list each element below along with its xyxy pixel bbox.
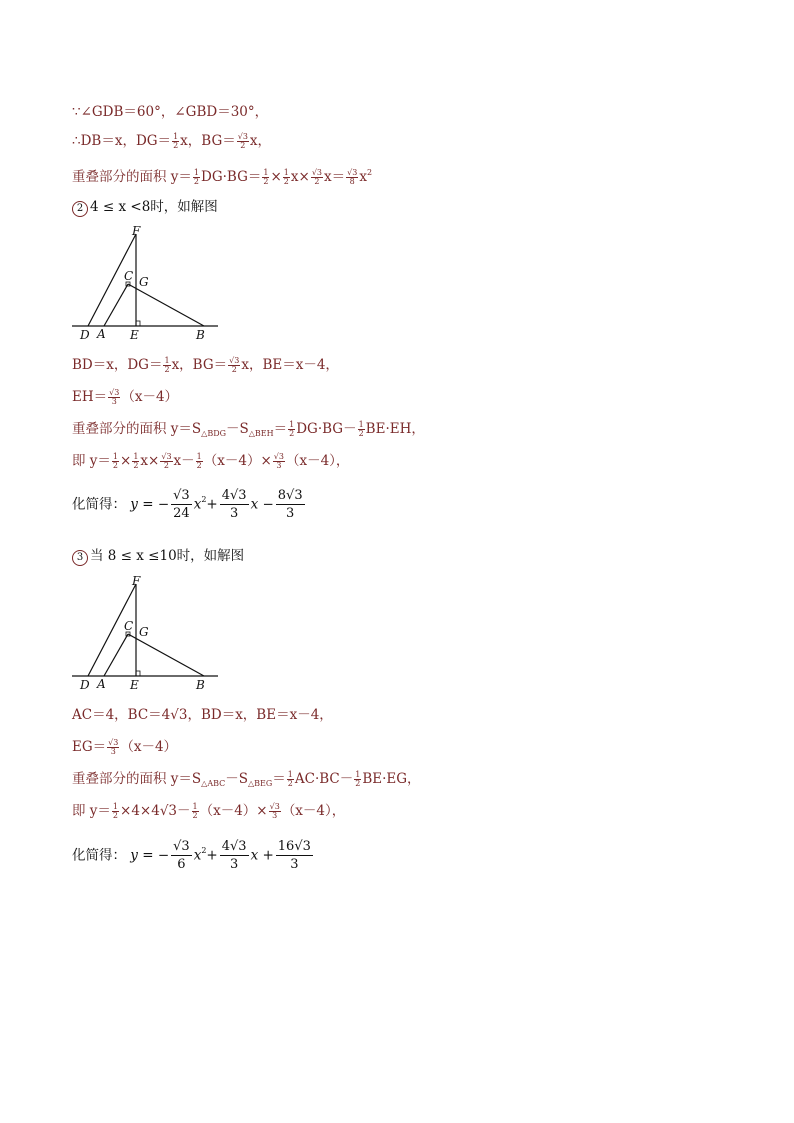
- simplified-formula-case2: 化简得： y = − $\frac{√3}{24}$ $x^2+$ $\frac{4√3}{3}$ x − $\frac{8√3}{3}$: [72, 488, 303, 521]
- simplified-formula-case3: 化简得： y = − $\frac{√3}{6}$ $x^2+$ $\frac{4√3}{3}$ x + $\frac{16√3}{3}$: [72, 839, 311, 872]
- line-area-case1: 重叠部分的面积 y＝ $\frac{1}{2}$ DG·BG＝ $\frac{1}{2}$ × $\frac{1}{2}$ x× $\frac{√3}{2}$ x＝ $\frac{√3}{8}$ $x^2$: [72, 168, 373, 186]
- line-EG: EG＝ $\frac{√3}{3}$ （x－4）: [72, 738, 178, 756]
- label-A: A: [97, 677, 106, 691]
- label-F: F: [132, 224, 141, 238]
- label-F: F: [132, 574, 141, 588]
- label-C: C: [124, 619, 134, 633]
- label-G: G: [139, 625, 149, 639]
- label-D: D: [80, 328, 90, 342]
- line-substitute-case2: 即 y＝ $\frac{1}{2}$ × $\frac{1}{2}$ x× $\frac{√3}{2}$ x－ $\frac{1}{2}$ （x－4）× $\frac{√3}{3}$ （x－4），: [72, 452, 350, 470]
- label-E: E: [130, 328, 139, 342]
- figure-case3: [68, 572, 228, 697]
- text: x，BG＝: [180, 133, 236, 149]
- line-area-case2: 重叠部分的面积 $y=S_{\triangle BDG}-S_{\triangle BEH}=$ $\frac{1}{2}$ DG·BG－ $\frac{1}{2}$ BE·EH，: [72, 420, 425, 438]
- line-lengths-case2: BD＝x，DG＝ $\frac{1}{2}$ x，BG＝ $\frac{√3}{2}$ x，BE＝x－4，: [72, 356, 339, 374]
- line-lengths-case3: AC＝4，BC＝4√3，BD＝x，BE＝x－4，: [72, 707, 333, 723]
- line-EH: EH＝ $\frac{√3}{3}$ （x－4）: [72, 388, 179, 406]
- fraction: $\frac{√3}{2}$: [237, 132, 248, 150]
- text: ∵∠GDB＝60°，∠GBD＝30°，: [72, 104, 269, 120]
- text: ∴DB＝x，DG＝: [72, 133, 172, 149]
- label-D: D: [80, 678, 90, 692]
- label-A: A: [97, 327, 106, 341]
- case3-heading: [72, 547, 244, 566]
- line-lengths-case1: [72, 132, 271, 150]
- text: 当 8 ≤ x ≤10时，如解图: [90, 548, 245, 564]
- label-C: C: [124, 269, 134, 283]
- line-substitute-case3: 即 y＝ $\frac{1}{2}$ ×4×4√3－ $\frac{1}{2}$ （x－4）× $\frac{√3}{3}$ （x－4），: [72, 802, 346, 820]
- case2-heading: [72, 198, 218, 217]
- line-angles: [72, 103, 268, 121]
- case-number-2: 2: [72, 201, 88, 217]
- case-number-3: 3: [72, 550, 88, 566]
- figure-case2: [68, 222, 228, 347]
- label-E: E: [130, 678, 139, 692]
- fraction: $\frac{1}{2}$: [173, 132, 179, 150]
- label-B: B: [196, 678, 205, 692]
- text: 4 ≤ x <8时，如解图: [90, 199, 218, 215]
- text: x，: [249, 133, 272, 149]
- label-G: G: [139, 275, 149, 289]
- line-area-case3: 重叠部分的面积 $y=S_{\triangle ABC}-S_{\triangle BEG}=$ $\frac{1}{2}$ AC·BC－ $\frac{1}{2}$ BE·EG，: [72, 770, 421, 788]
- label-B: B: [196, 328, 205, 342]
